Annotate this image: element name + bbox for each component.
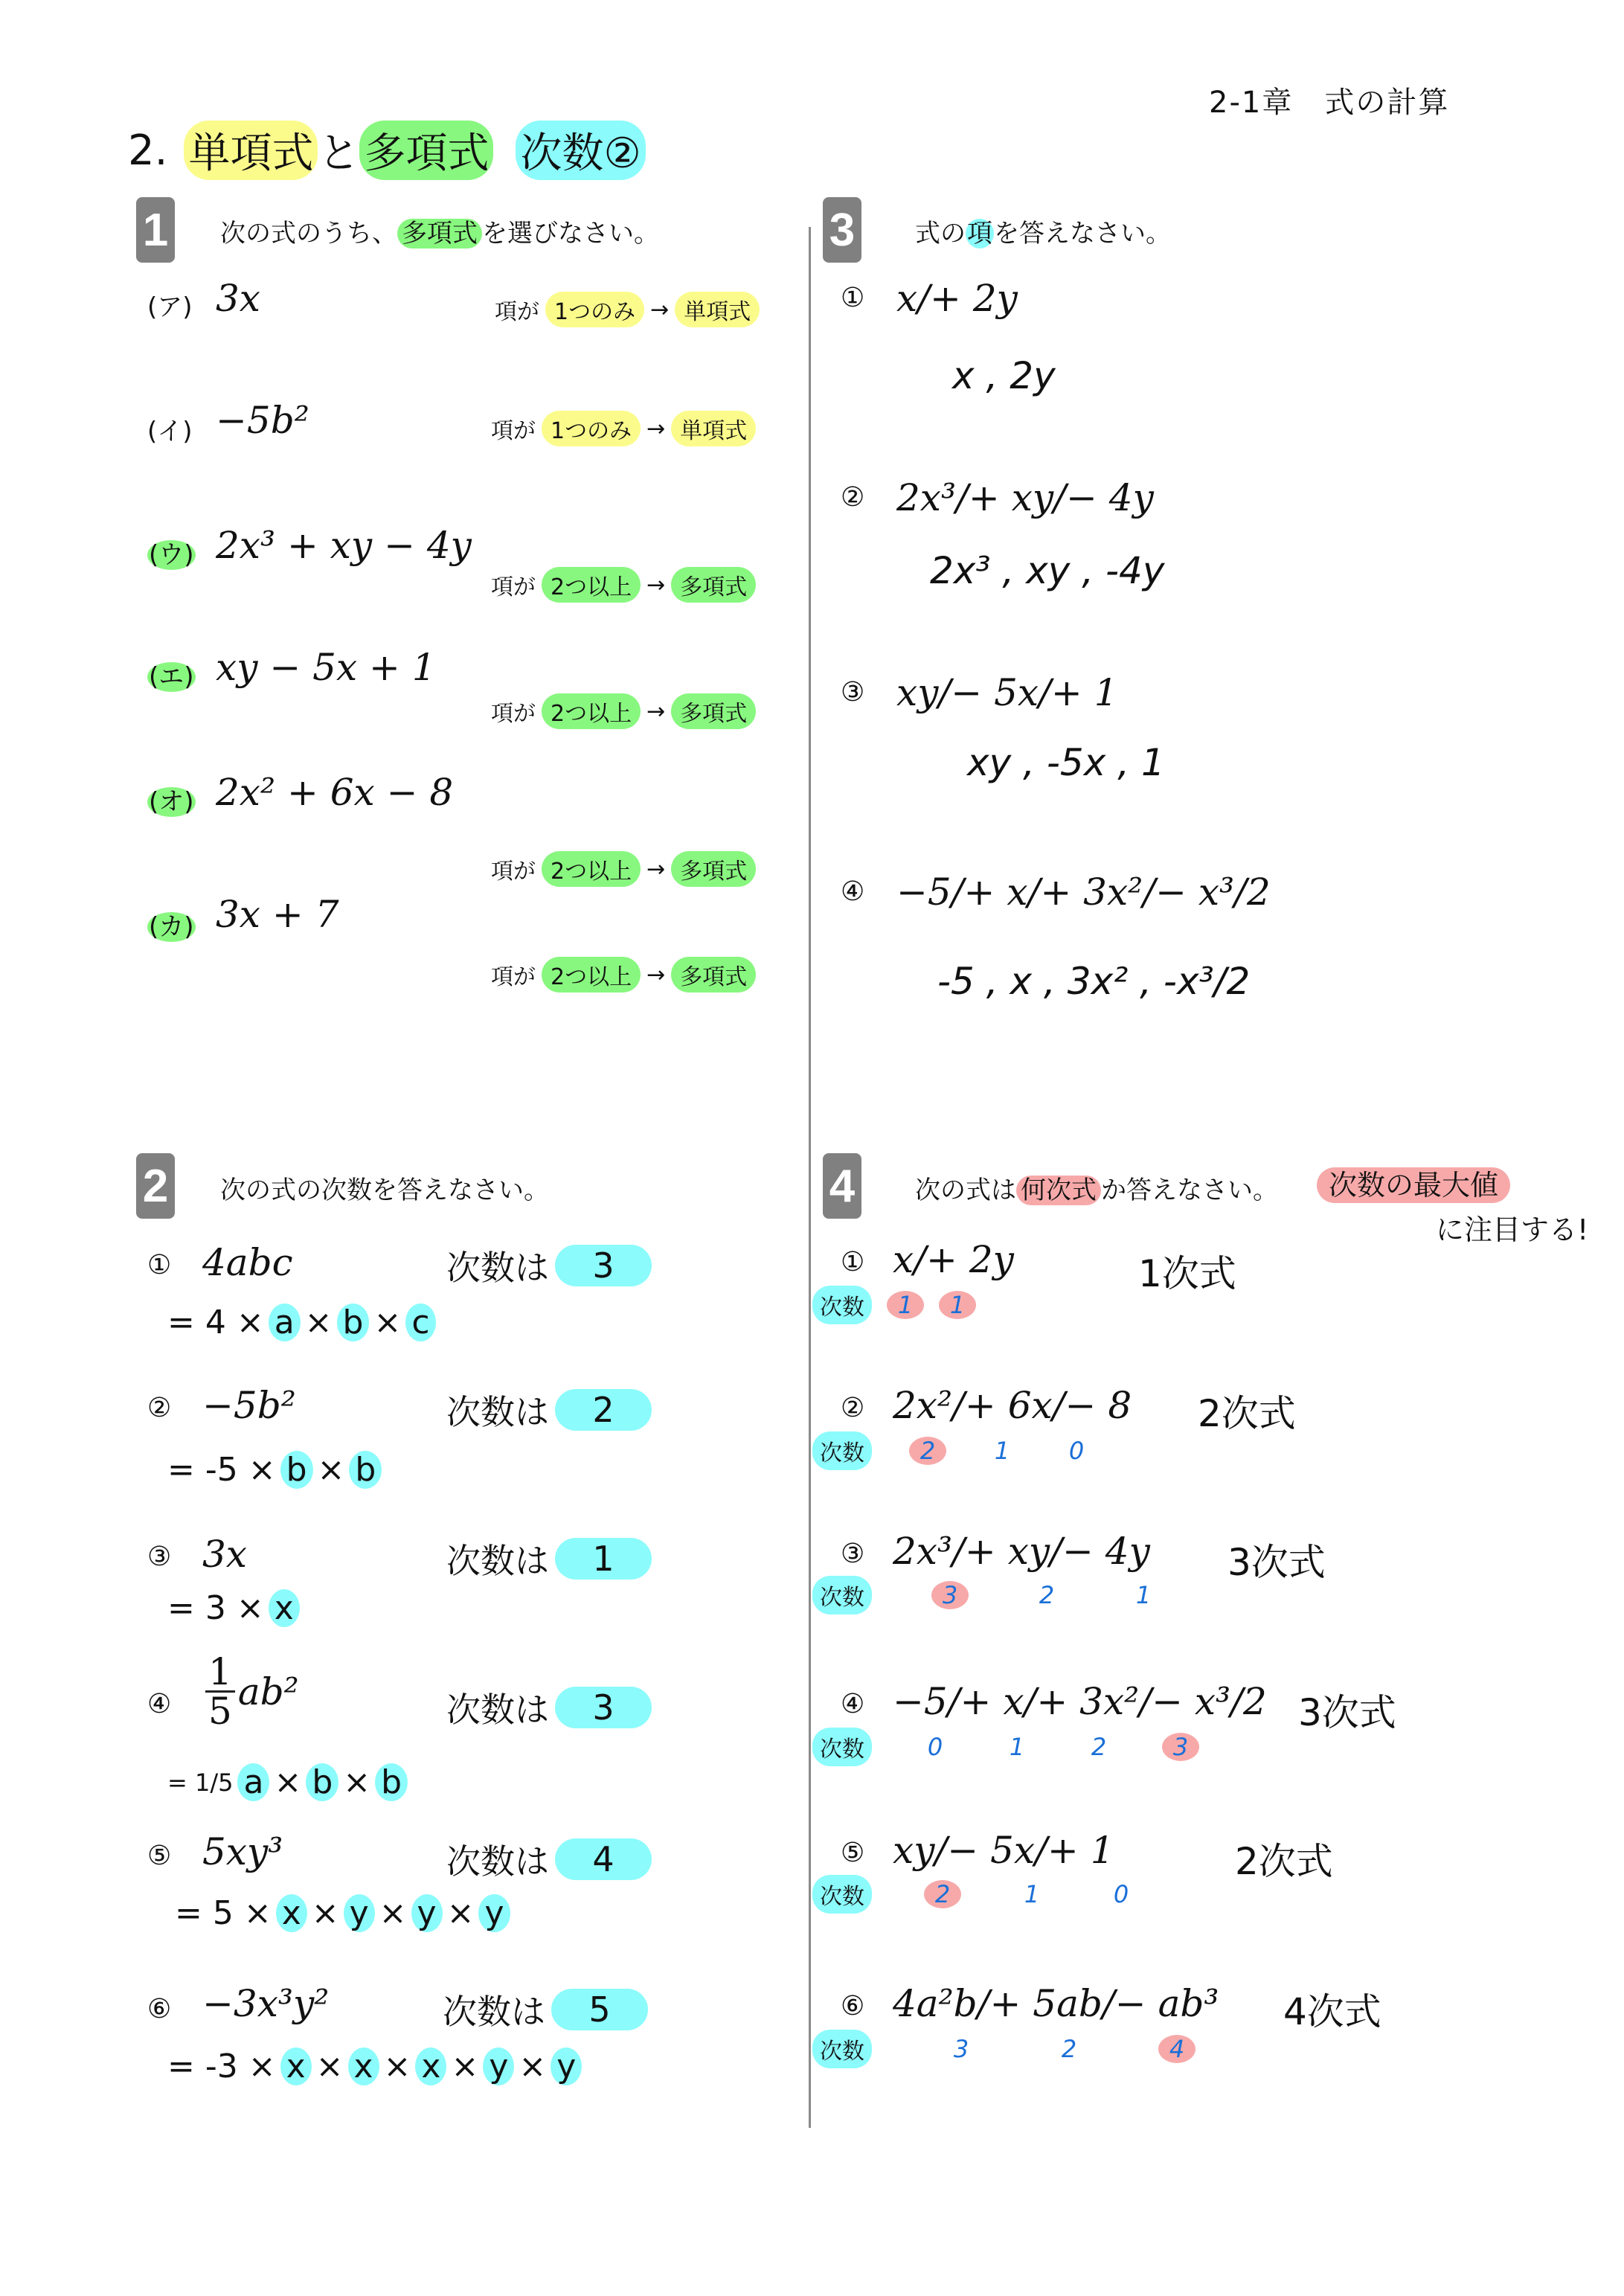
factor: b <box>306 1763 338 1801</box>
note-count: 2つ以上 <box>542 851 641 887</box>
q2-degree-answer <box>446 1534 652 1583</box>
arrow-icon: → <box>646 856 666 882</box>
factor: a <box>237 1763 269 1801</box>
q4-degree-row <box>812 2030 1195 2068</box>
degree-value: 5 <box>551 1989 648 2030</box>
q1-text-after: を選びなさい。 <box>482 219 659 248</box>
q1-item-label: (ア) <box>147 292 193 322</box>
q1-item-note <box>491 851 756 887</box>
q1-item-label <box>147 906 196 943</box>
note-prefix: 項が <box>491 418 536 444</box>
factor: y <box>478 1894 510 1932</box>
fraction <box>205 1650 235 1733</box>
arrow-icon: → <box>646 961 666 988</box>
factor: b <box>375 1763 408 1801</box>
q1-item-expr: 3x + 7 <box>216 893 339 936</box>
degree-value: 4 <box>555 1838 652 1880</box>
q1-item-note <box>495 292 760 327</box>
expr-rest: ab² <box>237 1670 299 1713</box>
q1-item-label: (イ) <box>147 417 193 446</box>
degree-tag: 次数 <box>812 1728 872 1766</box>
note-result: 多項式 <box>671 957 756 993</box>
q4-item-label: ② <box>841 1393 865 1423</box>
q2-instruction: 次の式の次数を答えなさい。 <box>220 1176 549 1205</box>
q2-item-expr <box>202 1650 299 1733</box>
q2-item-label: ⑥ <box>147 1994 172 2024</box>
q4-item-expr: x/+ 2y <box>893 1238 1014 1281</box>
q4-degree-row <box>812 1286 976 1324</box>
q2-item-expr: −5b² <box>202 1384 296 1427</box>
q4-item-label: ① <box>841 1247 865 1277</box>
term-degree: 1 <box>994 1437 1010 1465</box>
q3-item-expr: −5/+ x/+ 3x²/− x³/2 <box>896 870 1271 914</box>
note-result: 単項式 <box>671 411 756 446</box>
arrow-icon: → <box>646 415 666 442</box>
q2-expansion: = -3 × x × x × x × y × y <box>167 2048 582 2085</box>
title-number: 2. <box>128 126 168 175</box>
term-degree-max: 2 <box>924 1880 961 1908</box>
q1-item-note <box>491 693 756 729</box>
q1-item-expr: 2x² + 6x − 8 <box>216 771 454 814</box>
q4-item-result: 2次式 <box>1198 1392 1296 1435</box>
q1-item-note <box>491 957 756 993</box>
term-degree: 1 <box>1024 1880 1040 1908</box>
question-badge-2: 2 <box>136 1153 175 1219</box>
q4-item-result: 3次式 <box>1298 1691 1396 1734</box>
arrow-icon: → <box>650 296 670 323</box>
selected-label: (ウ) <box>149 540 194 570</box>
expansion-prefix: = 1/5 <box>167 1768 234 1797</box>
note-result: 多項式 <box>671 693 756 729</box>
q2-degree-answer <box>446 1385 652 1434</box>
page-title <box>128 121 646 180</box>
q4-item-expr: −5/+ x/+ 3x²/− x³/2 <box>893 1680 1267 1723</box>
degree-label: 次数は <box>446 1841 549 1882</box>
q1-item-label <box>147 656 196 693</box>
q4-item-label: ③ <box>841 1539 865 1569</box>
q2-expansion: = 4 × a × b × c <box>167 1303 436 1341</box>
q3-item-label: ④ <box>841 876 865 907</box>
q4-item-result: 1次式 <box>1138 1252 1236 1295</box>
q2-item-expr: −3x³y² <box>202 1982 330 2025</box>
q3-text-before: 式の <box>915 219 966 248</box>
factor: y <box>411 1894 443 1932</box>
factor: b <box>337 1303 370 1341</box>
note-count: 2つ以上 <box>542 957 641 993</box>
q4-item-label: ⑤ <box>841 1838 865 1868</box>
q4-item-label: ⑥ <box>841 1991 865 2021</box>
q3-item-label: ① <box>841 283 865 313</box>
q3-item-answer: -5 , x , 3x² , -x³/2 <box>937 960 1251 1003</box>
q4-item-expr: 4a²b/+ 5ab/− ab³ <box>893 1982 1219 2025</box>
q3-item-answer: x , 2y <box>952 354 1056 397</box>
note-prefix: 項が <box>491 574 536 600</box>
note-prefix: 項が <box>491 701 536 727</box>
q2-degree-answer <box>446 1241 652 1290</box>
note-count: 2つ以上 <box>542 567 641 603</box>
degree-label: 次数は <box>446 1392 549 1432</box>
expansion-prefix: = 5 × <box>175 1894 272 1932</box>
question-badge-3: 3 <box>823 197 861 263</box>
question-badge-4: 4 <box>823 1153 861 1219</box>
q1-item-note <box>491 567 756 603</box>
q3-item-answer: xy , -5x , 1 <box>967 741 1165 784</box>
q3-instruction <box>915 213 1171 249</box>
title-joiner: と <box>318 129 360 178</box>
factor: x <box>276 1894 307 1932</box>
denominator: 5 <box>208 1690 232 1733</box>
q3-item-label: ② <box>841 482 865 513</box>
q4-text-before: 次の式は <box>915 1176 1016 1205</box>
note-count: 2つ以上 <box>542 693 641 729</box>
q1-instruction <box>220 213 659 249</box>
q1-text-highlight: 多項式 <box>397 219 482 248</box>
q1-item-label <box>147 534 196 571</box>
factor: b <box>349 1451 382 1489</box>
q2-expansion <box>167 1589 300 1627</box>
arrow-icon: → <box>646 571 666 598</box>
factor: b <box>280 1451 313 1489</box>
q4-text-highlight: 何次式 <box>1016 1176 1101 1205</box>
q4-degree-row <box>812 1728 1199 1766</box>
note-prefix: 項が <box>495 299 539 325</box>
expansion-prefix: = 4 × <box>167 1303 264 1341</box>
q1-text-before: 次の式のうち、 <box>220 219 397 248</box>
q4-item-expr: 2x²/+ 6x/− 8 <box>893 1384 1132 1427</box>
q4-item-expr: xy/− 5x/+ 1 <box>893 1829 1114 1872</box>
selected-label: (エ) <box>149 662 194 692</box>
chapter-label: 2-1章 式の計算 <box>1209 86 1450 120</box>
factor: y <box>344 1894 375 1932</box>
q3-item-expr: 2x³/+ xy/− 4y <box>896 476 1154 519</box>
note-result: 多項式 <box>671 851 756 887</box>
q4-item-result: 2次式 <box>1235 1840 1333 1883</box>
q2-item-expr: 5xy³ <box>202 1830 283 1873</box>
q2-degree-answer <box>446 1683 652 1732</box>
q1-item-expr: xy − 5x + 1 <box>216 646 436 689</box>
term-degree-max: 3 <box>1162 1733 1199 1761</box>
factor: y <box>483 2048 514 2085</box>
degree-label: 次数は <box>446 1248 549 1288</box>
degree-label: 次数は <box>446 1541 549 1581</box>
q4-instruction <box>915 1170 1278 1206</box>
title-monomial: 単項式 <box>184 121 318 180</box>
q1-item-label <box>147 781 196 818</box>
q2-expansion: = 5 × x × y × y × y <box>175 1894 510 1932</box>
term-degree-max: 3 <box>931 1581 969 1609</box>
term-degree: 1 <box>1009 1733 1025 1761</box>
term-degree-max: 4 <box>1158 2035 1195 2063</box>
term-degree-max: 2 <box>909 1437 946 1465</box>
q2-degree-answer <box>443 1985 648 2034</box>
q2-item-expr: 4abc <box>202 1241 293 1284</box>
note-result: 単項式 <box>675 292 760 327</box>
q4-degree-row <box>812 1576 1162 1614</box>
expansion-prefix: = -5 × <box>167 1451 276 1489</box>
factor: x <box>415 2048 446 2085</box>
degree-tag: 次数 <box>812 1431 872 1470</box>
factor: x <box>280 2048 312 2085</box>
term-degree: 0 <box>1068 1437 1085 1465</box>
q4-degree-row <box>812 1431 1095 1470</box>
q2-item-label: ② <box>147 1393 172 1423</box>
q4-text-after: か答えなさい。 <box>1101 1176 1278 1205</box>
q4-degree-row <box>812 1875 1140 1914</box>
degree-value: 3 <box>555 1687 652 1728</box>
title-polynomial: 多項式 <box>359 121 493 180</box>
selected-label: (カ) <box>149 912 194 942</box>
degree-label: 次数は <box>443 1992 545 2032</box>
factor: x <box>348 2048 379 2085</box>
arrow-icon: → <box>646 698 666 725</box>
expansion-prefix: = -3 × <box>167 2048 276 2085</box>
degree-value: 1 <box>555 1538 652 1580</box>
degree-value: 3 <box>555 1245 652 1286</box>
numerator: 1 <box>205 1653 235 1693</box>
degree-label: 次数は <box>446 1690 549 1730</box>
degree-value: 2 <box>555 1389 652 1431</box>
q1-item-note <box>491 411 756 446</box>
q4-hint-after: に注目する! <box>1436 1213 1589 1246</box>
title-degree: 次数② <box>516 121 645 180</box>
q3-text-after: を答えなさい。 <box>994 219 1171 248</box>
q1-item-expr: −5b² <box>216 399 309 442</box>
degree-tag: 次数 <box>812 1286 872 1324</box>
note-prefix: 項が <box>491 859 536 885</box>
degree-tag: 次数 <box>812 1875 872 1914</box>
q2-item-expr: 3x <box>202 1533 248 1576</box>
selected-label: (オ) <box>149 787 194 817</box>
q2-item-label: ④ <box>147 1689 172 1719</box>
hint-max-degree: 次数の最大値 <box>1317 1167 1510 1203</box>
term-degree-max: 1 <box>887 1291 924 1319</box>
degree-tag: 次数 <box>812 1576 872 1614</box>
term-degree: 0 <box>927 1733 943 1761</box>
term-degree: 2 <box>1091 1733 1107 1761</box>
q1-item-expr: 3x <box>216 277 261 320</box>
term-degree-max: 1 <box>939 1291 976 1319</box>
q1-item-expr: 2x³ + xy − 4y <box>216 524 472 567</box>
note-count: 1つのみ <box>545 292 644 327</box>
expansion-prefix: = 3 × <box>167 1589 264 1627</box>
factor: y <box>551 2048 582 2085</box>
q2-expansion: = 1/5 a × b × b <box>167 1763 408 1801</box>
column-divider <box>809 227 811 2128</box>
degree-tag: 次数 <box>812 2030 872 2068</box>
factor: a <box>269 1303 301 1341</box>
q4-hint-highlight <box>1317 1162 1510 1203</box>
q3-text-highlight: 項 <box>967 219 992 248</box>
factor: c <box>405 1303 435 1341</box>
term-degree: 0 <box>1113 1880 1129 1908</box>
term-degree: 2 <box>1039 1581 1055 1609</box>
factor: x <box>269 1589 300 1627</box>
q2-degree-answer <box>446 1835 652 1884</box>
note-prefix: 項が <box>491 964 536 990</box>
q2-expansion: = -5 × b × b <box>167 1451 382 1489</box>
q4-item-result: 4次式 <box>1283 1990 1381 2033</box>
question-badge-1: 1 <box>136 197 175 263</box>
q4-item-expr: 2x³/+ xy/− 4y <box>893 1530 1150 1573</box>
q3-item-expr: x/+ 2y <box>896 277 1018 320</box>
q3-item-expr: xy/− 5x/+ 1 <box>896 671 1118 714</box>
q2-item-label: ③ <box>147 1542 172 1572</box>
q4-item-result: 3次式 <box>1227 1541 1326 1584</box>
term-degree: 3 <box>953 2035 969 2063</box>
note-result: 多項式 <box>671 567 756 603</box>
term-degree: 1 <box>1135 1581 1152 1609</box>
q3-item-label: ③ <box>841 677 865 708</box>
q4-item-label: ④ <box>841 1689 865 1719</box>
note-count: 1つのみ <box>542 411 641 446</box>
term-degree: 2 <box>1061 2035 1077 2063</box>
q2-item-label: ⑤ <box>147 1841 172 1871</box>
q3-item-answer: 2x³ , xy , -4y <box>930 549 1165 592</box>
q2-item-label: ① <box>147 1250 172 1280</box>
